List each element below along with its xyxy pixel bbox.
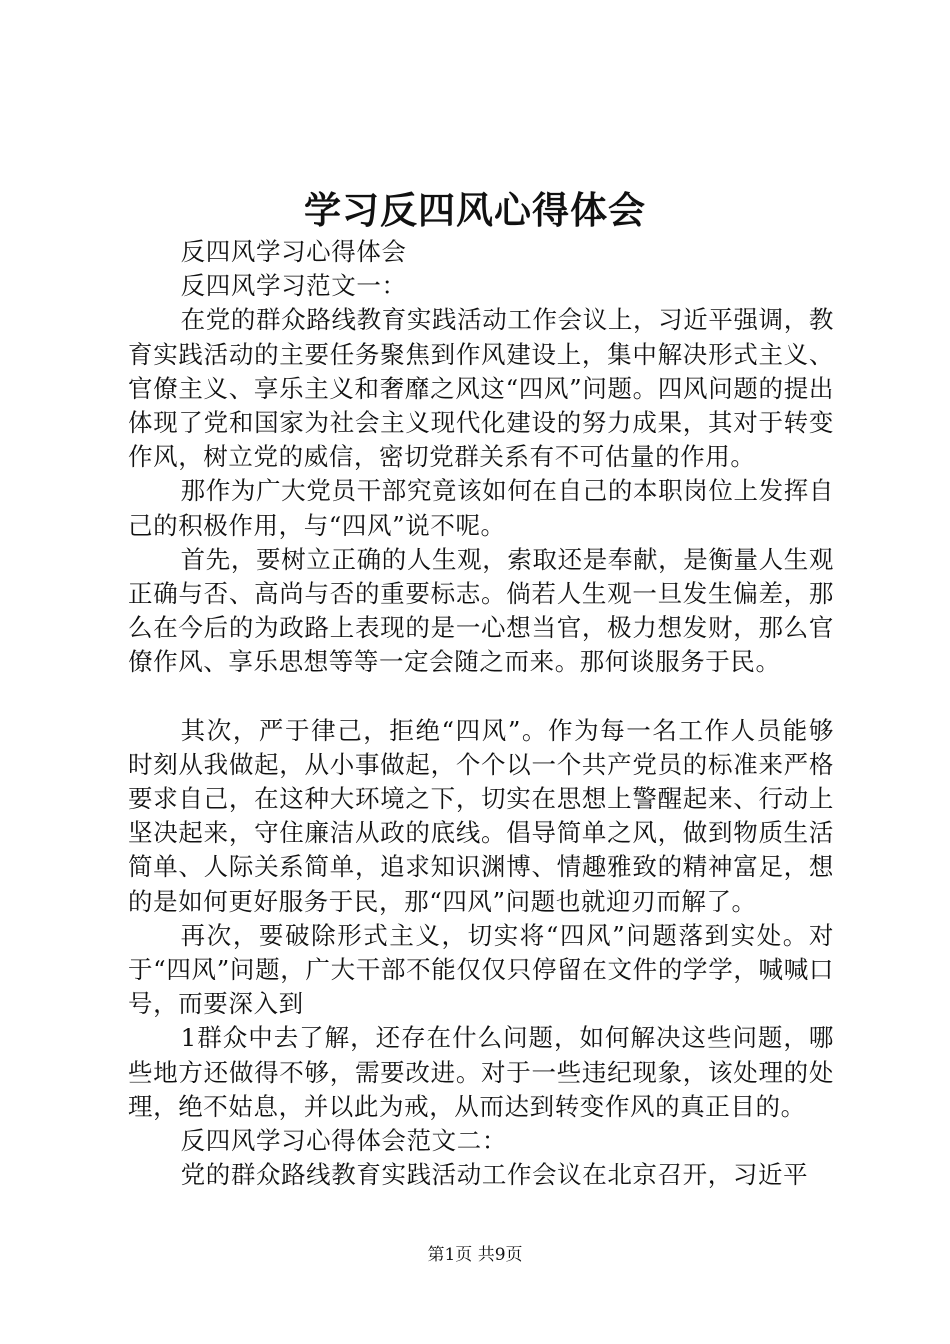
paragraph: 在党的群众路线教育实践活动工作会议上，习近平强调，教育实践活动的主要任务聚焦到作风建设上，集中解决形式主义、官僚主义、享乐主义和奢靡之风这“四风”问题。四风问题的提出体现了党和国家为社会主义现代化建设的努力成果，其对于转变作风，树立党的威信，密切党群关系有不可估量的作用。 bbox=[128, 305, 834, 472]
document-body bbox=[128, 235, 834, 1192]
paragraph: 党的群众路线教育实践活动工作会议在北京召开，习近平 bbox=[180, 1160, 809, 1190]
paragraph: 1群众中去了解，还存在什么问题，如何解决这些问题，哪些地方还做得不够，需要改进。对于一些违纪现象，该处理的处理，绝不姑息，并以此为戒，从而达到转变作风的真正目的。 bbox=[128, 1023, 834, 1121]
page-footer: 第1页 共9页 bbox=[427, 1245, 523, 1265]
paragraph: 再次，要破除形式主义，切实将“四风”问题落到实处。对于“四风”问题，广大干部不能仅仅只停留在文件的学学，喊喊口号，而要深入到 bbox=[128, 920, 834, 1019]
paragraph-sample-two-heading: 反四风学习心得体会范文二： bbox=[180, 1126, 507, 1156]
document-title: 学习反四风心得体会 bbox=[304, 188, 646, 232]
paragraph: 其次，严于律己，拒绝“四风”。作为每一名工作人员能够时刻从我做起，从小事做起，个个以一个共产党员的标准来严格要求自己，在这种大环境之下，切实在思想上警醒起来、行动上坚决起来，守住廉洁从政的底线。倡导简单之风，做到物质生活简单、人际关系简单，追求知识渊博、情趣雅致的精神富足，想的是如何更好服务于民，那“四风”问题也就迎刃而解了。 bbox=[128, 715, 834, 916]
paragraph-sample-one-heading: 反四风学习范文一： bbox=[180, 271, 407, 301]
paragraph: 首先，要树立正确的人生观，索取还是奉献，是衡量人生观正确与否、高尚与否的重要标志。倘若人生观一旦发生偏差，那么在今后的为政路上表现的是一心想当官，极力想发财，那么官僚作风、享乐思想等等一定会随之而来。那何谈服务于民。 bbox=[128, 544, 834, 677]
paragraph-subtitle: 反四风学习心得体会 bbox=[180, 237, 407, 266]
paragraph: 那作为广大党员干部究竟该如何在自己的本职岗位上发挥自己的积极作用，与“四风”说不呢。 bbox=[128, 476, 834, 540]
